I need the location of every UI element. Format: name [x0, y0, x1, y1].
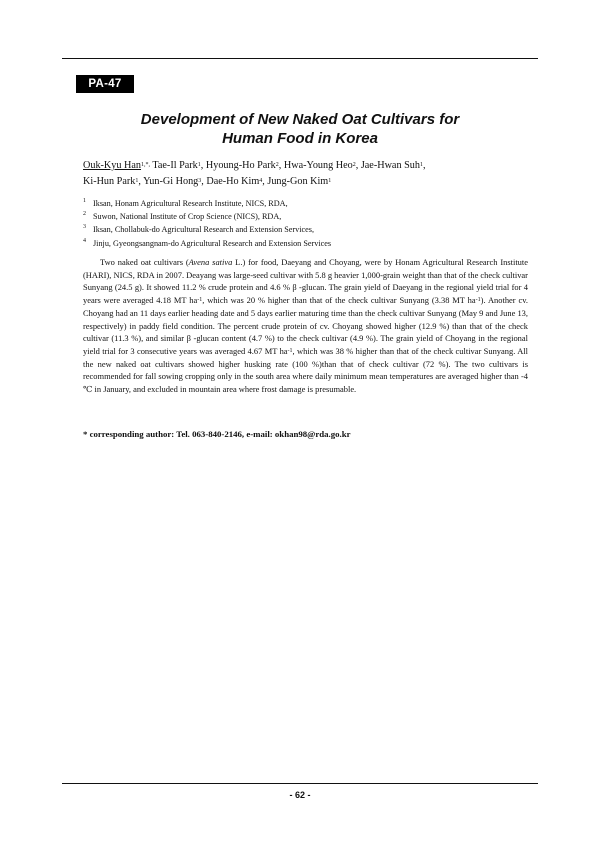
- abstract-text: , which was 38 % higher than that of the check cultivar Sunyang. All the new naked oat cultivars showed higher husking rate (100 %)than that of check cultivar (72 %). The two cultivars is recommended for fall sowing cropping only in the south area where daily minimum mean temperatures are averaged higher than -4 ℃ in January, and excluded in mountain area where frost damage is presumable.: [83, 345, 528, 395]
- abstract-text: L.) for food, Daeyang and Choyang, were by Honam Agricultural Research Institute (HARI), NICS, RDA in 2007. Deayang was large-seed cultivar with 5.8 g heavier 1,000-grain weight than that of the check cultivar Sunyang (24.5 g). It showed 11.2 % crude protein and 4.6 % β -glucan. The grain yield of Daeyang in the regional yield trial for 4 years were averaged 4.18 MT ha: [83, 257, 528, 306]
- author-sup: 1: [419, 162, 423, 169]
- author-sup: 2: [275, 162, 279, 169]
- author-sup: 4: [259, 178, 263, 185]
- author-line-2: [83, 174, 523, 190]
- author-name: Ki-Hun Park: [83, 176, 136, 187]
- top-rule: [62, 58, 538, 59]
- title-line-1: Development of New Naked Oat Cultivars for: [140, 111, 460, 128]
- author-name: , Yun-Gi Hong: [138, 176, 199, 187]
- affiliation-item: [83, 223, 523, 236]
- affiliation-item: [83, 210, 523, 223]
- author-sup: 1: [197, 162, 201, 169]
- author-separator: ,: [422, 160, 426, 171]
- author-name: Tae-Il Park: [150, 160, 198, 171]
- author-name: , Hwa-Young Heo: [278, 160, 353, 171]
- author-list: [83, 158, 523, 190]
- affiliation-number: 4: [83, 237, 86, 244]
- author-sup: 2: [352, 162, 356, 169]
- author-sup: 1: [328, 178, 332, 185]
- first-author-sup: 1,*,: [141, 162, 151, 169]
- affiliation-item: [83, 237, 523, 250]
- affiliation-number: 2: [83, 211, 86, 218]
- author-name: , Dae-Ho Kim: [201, 176, 260, 187]
- affiliation-number: 3: [83, 224, 86, 231]
- author-sup: 1: [135, 178, 139, 185]
- abstract-paragraph: [83, 256, 528, 396]
- unit-superscript: -1: [287, 348, 293, 355]
- corresponding-author: * corresponding author: Tel. 063-840-2146, e-mail: okhan98@rda.go.kr: [83, 429, 351, 439]
- author-name: , Jung-Gon Kim: [262, 176, 329, 187]
- bottom-rule: [62, 783, 538, 784]
- author-sup: 3: [198, 178, 202, 185]
- affiliation-item: [83, 197, 523, 210]
- abstract-text: , which was 20 % higher than that of the check cultivar Sunyang (3.38 MT ha: [202, 295, 476, 306]
- species-name: Avena sativa: [188, 257, 233, 267]
- unit-superscript: -1: [197, 297, 203, 304]
- page-number: - 62 -: [289, 790, 311, 800]
- abstract-text: ). Another cv. Choyang had an 11 days earlier heading date and 5 days earlier maturing time than the check cultivar Sunyang (May 9 and June 13, respectively) in paddy field condition. The percent crude protein of cv. Choyang showed higher (12.9 %) than that of the check cultivar (11.3 %), and similar β -glucan content (4.7 %) to the check cultivar (4.9 %). The grain yield of Choyang in the regional yield trial for 3 consecutive years was averaged 4.67 MT ha: [83, 295, 529, 356]
- affiliation-text: Jinju, Gyeongsangnam-do Agricultural Research and Extension Services: [93, 238, 332, 248]
- first-author: Ouk-Kyu Han: [83, 160, 142, 171]
- affiliation-text: Iksan, Honam Agricultural Research Institute, NICS, RDA,: [93, 199, 288, 208]
- abstract-text: Two naked oat cultivars (: [100, 257, 189, 267]
- session-badge: PA-47: [76, 75, 134, 93]
- author-line-1: [83, 158, 523, 174]
- abstract-body: [83, 256, 528, 396]
- title-line-2: Human Food in Korea: [222, 130, 378, 147]
- unit-superscript: -1: [475, 297, 481, 304]
- affiliation-text: Suwon, National Institute of Crop Science (NICS), RDA,: [93, 212, 282, 222]
- affiliation-list: [83, 197, 523, 250]
- affiliation-text: Iksan, Chollabuk-do Agricultural Research and Extension Services,: [93, 225, 315, 235]
- author-name: , Jae-Hwan Suh: [355, 160, 420, 171]
- author-name: , Hyoung-Ho Park: [200, 160, 276, 171]
- affiliation-number: 1: [83, 198, 86, 204]
- paper-title: [62, 110, 538, 148]
